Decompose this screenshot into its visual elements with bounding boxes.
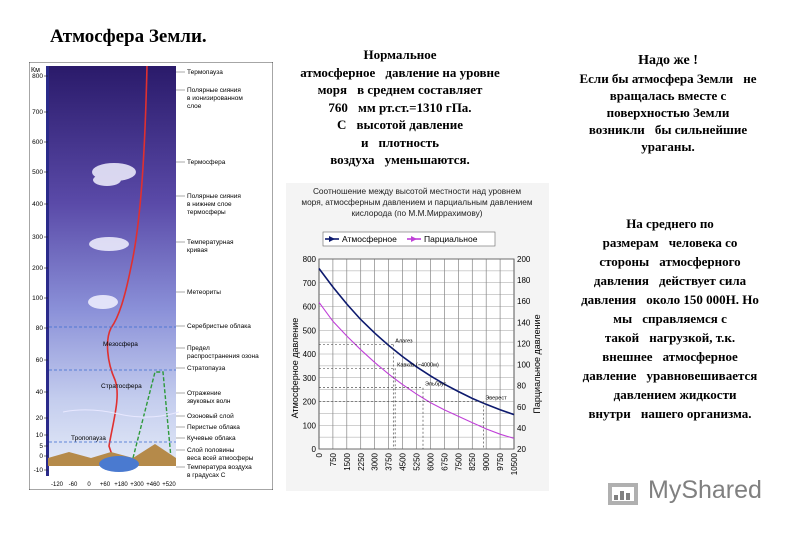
y2-tick-label: 180 — [517, 276, 531, 286]
temperature-tick-label: +300 — [130, 482, 144, 488]
temperature-tick-label: 0 — [87, 482, 91, 488]
y2-axis-label: Парциальное давление — [532, 314, 542, 414]
body-note-line: мы справляемся с — [613, 311, 727, 326]
slide-title: Атмосфера Земли. — [50, 26, 207, 47]
pressure-note-line: воздуха уменьшаются. — [330, 152, 470, 167]
altitude-tick-label: 40 — [35, 389, 43, 396]
layer-label: Температурная — [187, 239, 234, 246]
body-note-line: размерам человека со — [602, 235, 738, 250]
x-tick-label: 3750 — [384, 453, 394, 471]
wow-note-line: возникли бы сильнейшие — [588, 122, 748, 137]
altitude-tick-label: 0 — [39, 453, 43, 460]
body-note-line: стороны атмосферного — [599, 254, 741, 269]
annotation-label: Эльбрус — [425, 381, 447, 388]
wow-note-line: Если бы атмосфера Земли не — [579, 71, 757, 86]
wow-note-line: поверхностью Земли — [606, 105, 730, 120]
x-tick-label: 5250 — [412, 453, 422, 471]
x-tick-label: 9750 — [496, 453, 506, 471]
layer-label: распространения озона — [187, 353, 259, 360]
chart-title-line: моря, атмосферным давлением и парциальным давлением — [301, 197, 533, 207]
x-tick-label: 1500 — [342, 453, 352, 471]
altitude-tick-label: 800 — [32, 73, 43, 80]
y2-tick-label: 60 — [517, 402, 526, 412]
body-note-line: внутри нашего организма. — [588, 406, 752, 421]
layer-label: Серебристые облака — [187, 323, 251, 330]
pressure-note — [282, 46, 518, 169]
body-note-line: давления около 150 000Н. Но — [581, 292, 759, 307]
y-tick-label: 200 — [302, 397, 316, 407]
body-note — [565, 214, 775, 423]
wow-note-heading: Надо же ! — [638, 53, 698, 68]
layer-label: Полярные сияния — [187, 193, 241, 200]
y2-tick-label: 40 — [517, 423, 526, 433]
y2-tick-label: 100 — [517, 360, 531, 370]
layer-label: в градусах С — [187, 472, 226, 479]
annotation-label: Алагез — [395, 338, 413, 345]
body-note-line: давления действует сила — [593, 273, 747, 288]
mesosphere-label: Мезосфера — [103, 341, 138, 348]
layer-label: Термопауза — [187, 69, 223, 76]
y-tick-label: 800 — [302, 255, 316, 264]
y-axis-label: Атмосферное давление — [290, 317, 300, 419]
altitude-tick-label: 700 — [32, 109, 43, 116]
layer-label: в ионизированном — [187, 95, 243, 102]
x-tick-label: 7500 — [454, 453, 464, 471]
layer-label: Перистые облака — [187, 424, 240, 431]
aurora-cloud — [93, 174, 121, 186]
body-note-line: На среднего по — [626, 216, 714, 231]
body-note-line: давление уравновешивается — [582, 368, 758, 383]
y2-tick-label: 160 — [517, 297, 531, 307]
ocean — [99, 456, 139, 472]
pressure-chart-panel — [286, 183, 549, 491]
temperature-tick-label: +60 — [99, 482, 111, 488]
layer-label: звуковых волн — [187, 398, 231, 405]
y2-tick-label: 80 — [517, 381, 526, 391]
aurora-cloud — [89, 237, 129, 251]
tropopause-label: Тропопауза — [71, 435, 106, 442]
annotation-label: Эверест — [485, 395, 507, 402]
temperature-ticks — [51, 482, 176, 488]
pressure-note-line: и плотность — [360, 134, 440, 150]
temperature-tick-label: -120 — [50, 482, 64, 488]
altitude-tick-label: 5 — [39, 443, 43, 450]
chart-title-line: кислорода (по М.М.Миррахимову) — [351, 208, 483, 218]
x-tick-label: 750 — [328, 453, 338, 467]
altitude-tick-label: 20 — [35, 415, 43, 422]
temperature-tick-label: -60 — [68, 482, 78, 488]
layer-label: Метеориты — [187, 289, 221, 296]
layer-label: Температура воздуха — [187, 464, 252, 471]
layer-label: в нижнем слое — [187, 201, 232, 208]
legend-label: Атмосферное — [342, 234, 397, 244]
aurora-cloud — [88, 295, 118, 309]
y-tick-label: 100 — [302, 421, 316, 431]
y-tick-label: 500 — [302, 326, 316, 336]
x-tick-label: 4500 — [398, 453, 408, 471]
pressure-chart — [286, 183, 549, 491]
altitude-tick-label: 10 — [35, 432, 43, 439]
temperature-tick-label: +180 — [114, 482, 128, 488]
wow-note-line: ураганы. — [641, 139, 695, 154]
y2-tick-label: 200 — [517, 255, 531, 264]
body-note-line: внешнее атмосферное — [602, 349, 738, 364]
temperature-tick-label: +460 — [146, 482, 160, 488]
x-tick-label: 8250 — [468, 453, 478, 471]
y2-tick-label: 20 — [517, 445, 526, 454]
body-note-line:  давлением жидкости — [603, 387, 737, 402]
sky-column — [48, 66, 176, 458]
x-tick-label: 9000 — [482, 453, 492, 471]
x-tick-label: 2250 — [356, 453, 366, 471]
altitude-tick-label: 400 — [32, 201, 43, 208]
pressure-note-line: Нормальное — [363, 47, 437, 62]
pressure-note-line: атмосферное давление на уровне — [300, 64, 500, 80]
annotation-label: Кавказ (~4000м) — [397, 362, 439, 369]
layer-label: Термосфера — [187, 159, 226, 166]
altitude-tick-label: 500 — [32, 169, 43, 176]
temperature-tick-label: +520 — [162, 482, 176, 488]
wow-note — [548, 52, 788, 155]
y-tick-label: 700 — [302, 278, 316, 288]
atmosphere-diagram — [29, 62, 273, 490]
legend-label: Парциальное — [424, 234, 478, 244]
scale-bar — [46, 66, 49, 476]
layer-label: Отражение — [187, 390, 222, 397]
layer-label: Кучевые облака — [187, 435, 236, 442]
layer-label: кривая — [187, 247, 208, 254]
x-tick-label: 0 — [315, 453, 324, 458]
y2-tick-label: 140 — [517, 318, 531, 328]
layer-label: Стратопауза — [187, 365, 226, 372]
y-tick-label: 0 — [311, 445, 316, 454]
logo-text: MyShared — [648, 476, 762, 504]
altitude-tick-label: 200 — [32, 265, 43, 272]
body-note-line: такой нагрузкой, т.к. — [604, 330, 736, 345]
x-tick-label: 6000 — [426, 453, 436, 471]
y2-tick-label: 120 — [517, 339, 531, 349]
altitude-tick-label: 60 — [35, 357, 43, 364]
pressure-note-line: моря в среднем составляет — [317, 82, 483, 97]
layer-label: термосферы — [187, 209, 226, 216]
x-tick-label: 3000 — [370, 453, 380, 471]
pressure-note-line: 760 мм рт.ст.=1310 гПа. — [328, 99, 472, 115]
layer-label: Озоновый слой — [187, 413, 234, 420]
layer-label: Слой половины — [187, 447, 235, 454]
altitude-tick-label: 300 — [32, 234, 43, 241]
altitude-tick-label: 100 — [32, 295, 43, 302]
pressure-note-line: С высотой давление — [337, 117, 463, 132]
altitude-tick-label: 80 — [35, 325, 43, 332]
altitude-tick-label: -10 — [33, 467, 43, 474]
altitude-unit-label: Км — [31, 67, 40, 74]
y-tick-label: 400 — [302, 350, 316, 359]
x-tick-label: 10500 — [510, 453, 519, 476]
y-tick-label: 600 — [302, 302, 316, 312]
layer-label: веса всей атмосферы — [187, 455, 254, 462]
layer-label: слое — [187, 103, 202, 110]
stratosphere-label: Стратосфера — [101, 383, 142, 390]
y-tick-label: 300 — [302, 373, 316, 383]
layer-label: Предел — [187, 345, 210, 352]
slideshow-icon — [608, 483, 638, 505]
altitude-tick-label: 600 — [32, 139, 43, 146]
x-tick-label: 6750 — [440, 453, 450, 471]
wow-note-line: вращалась вместе с — [609, 88, 727, 103]
chart-title-line: Соотношение между высотой местности над уровнем — [312, 186, 522, 196]
layer-label: Полярные сияния — [187, 87, 241, 94]
